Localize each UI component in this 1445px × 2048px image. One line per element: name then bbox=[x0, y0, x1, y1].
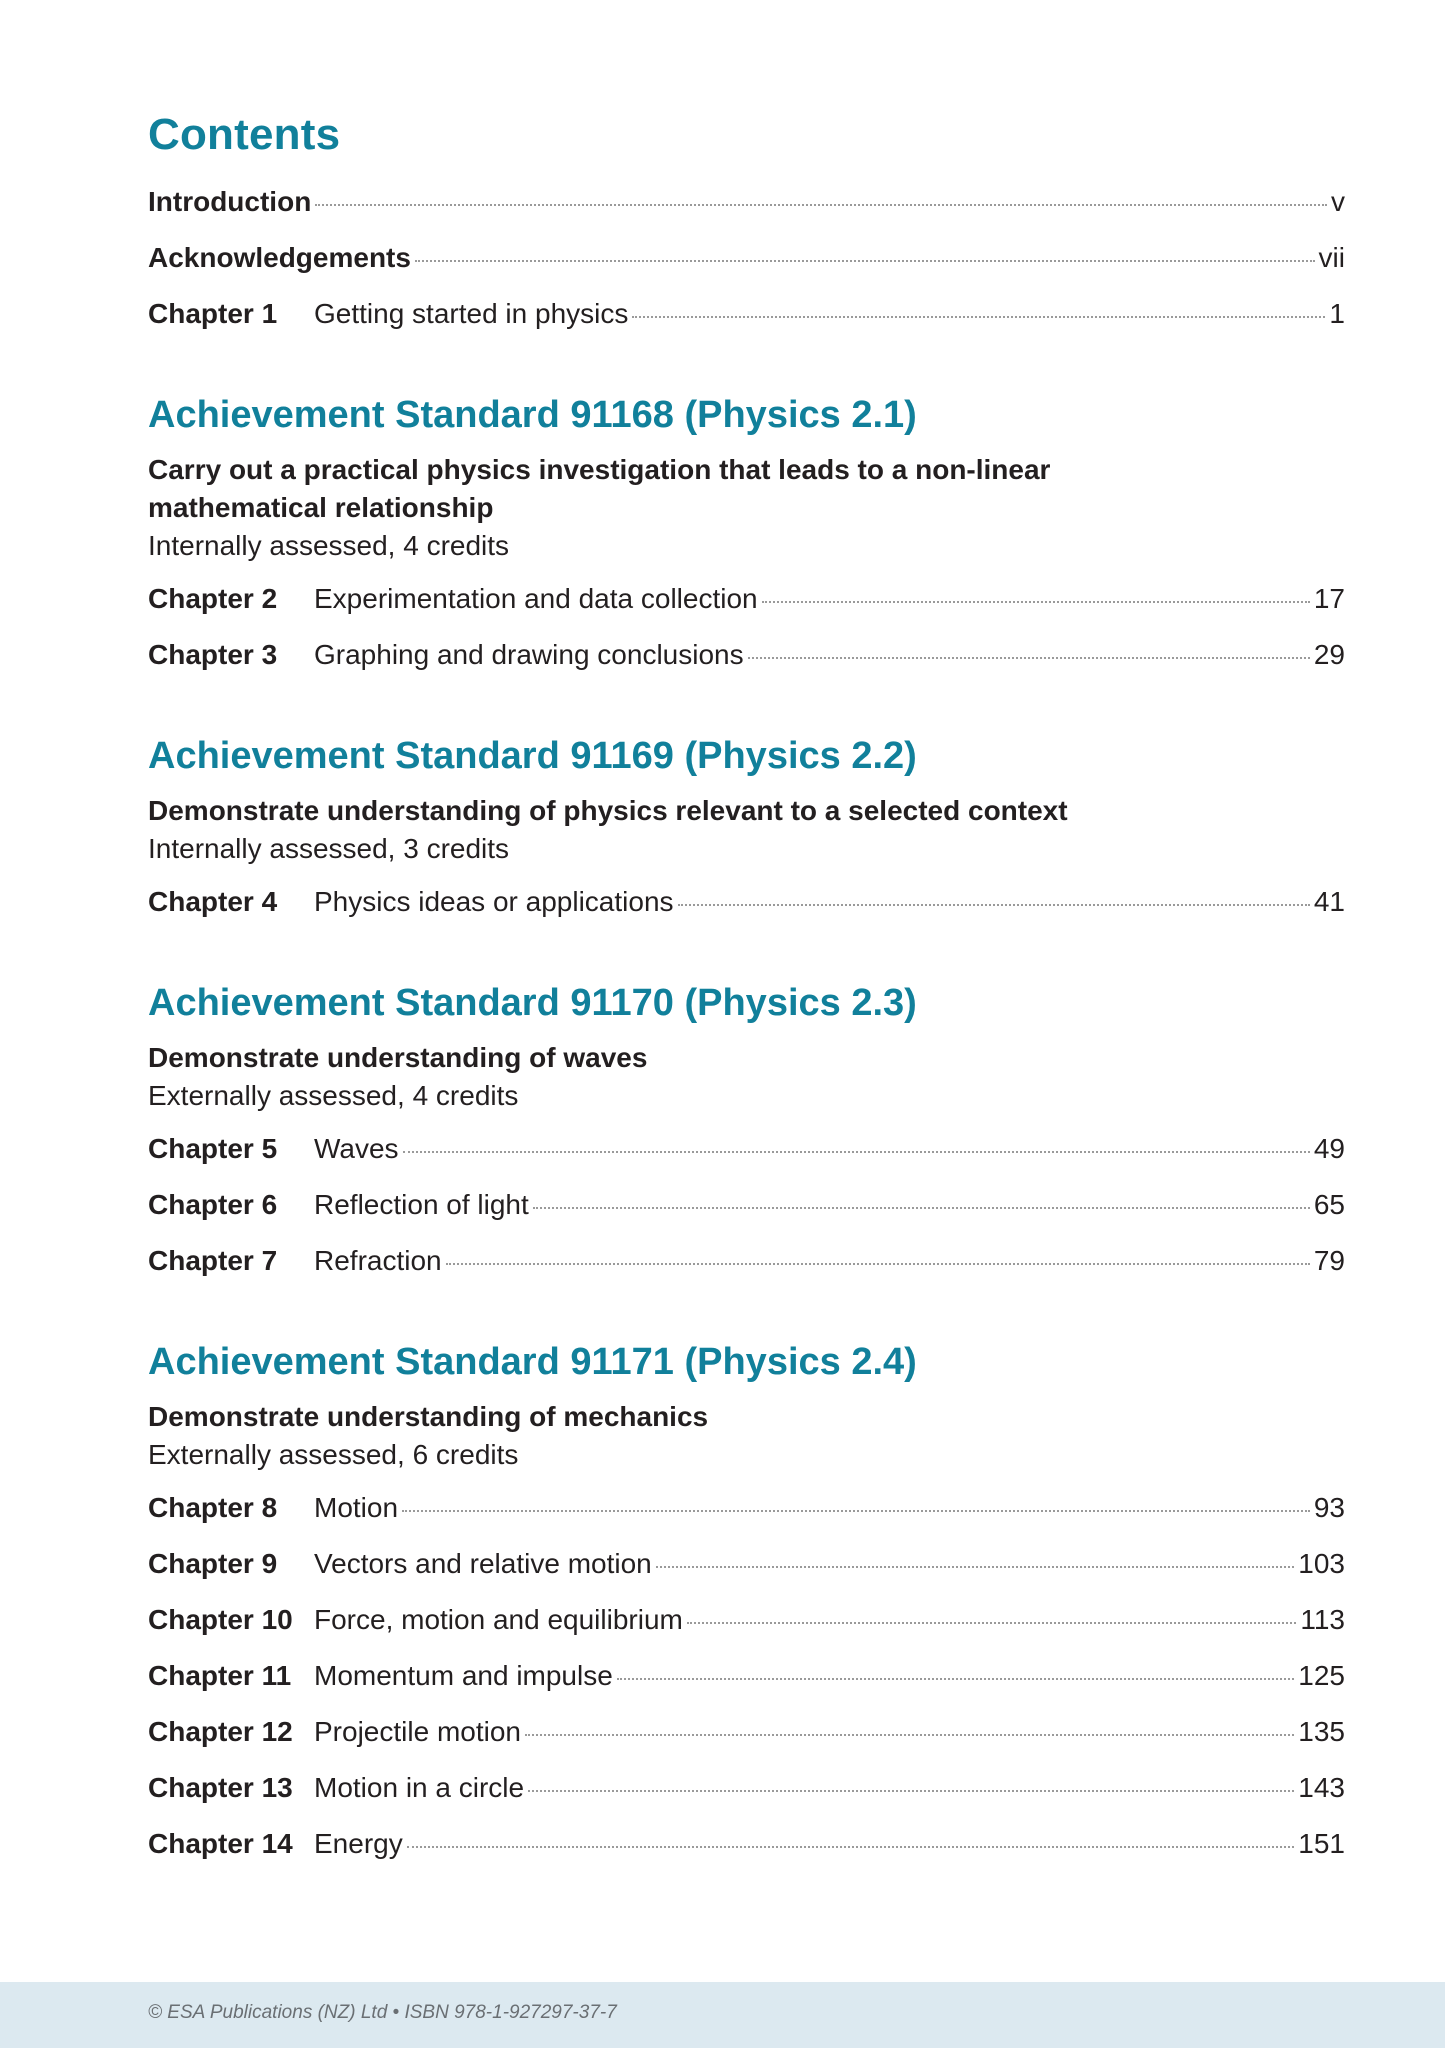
chapter-number: Chapter 3 bbox=[148, 639, 278, 670]
toc-row-chapter[interactable] bbox=[148, 1548, 1345, 1604]
page-number: 29 bbox=[1313, 639, 1345, 670]
page-number: v bbox=[1331, 186, 1345, 217]
standard-assessment: Internally assessed, 3 credits bbox=[148, 833, 510, 864]
standard-assessment: Externally assessed, 4 credits bbox=[148, 1080, 519, 1111]
footer-copyright: © ESA Publications (NZ) Ltd • ISBN 978-1-927297-37-7 bbox=[148, 2002, 617, 2023]
standard-heading: Achievement Standard 91168 (Physics 2.1) bbox=[148, 394, 917, 436]
toc-label: Acknowledgements bbox=[148, 242, 411, 273]
toc-row-chapter[interactable] bbox=[148, 1772, 1345, 1828]
dot-leader bbox=[407, 1846, 1295, 1848]
chapter-number: Chapter 8 bbox=[148, 1492, 278, 1523]
dot-leader bbox=[403, 1151, 1310, 1153]
chapter-number: Chapter 10 bbox=[148, 1604, 293, 1635]
chapter-title: Refraction bbox=[314, 1245, 442, 1276]
chapter-number: Chapter 4 bbox=[148, 886, 278, 917]
dot-leader bbox=[528, 1790, 1294, 1792]
chapter-title: Experimentation and data collection bbox=[314, 583, 758, 614]
chapter-title: Energy bbox=[314, 1828, 403, 1859]
page-number: 151 bbox=[1298, 1828, 1345, 1859]
chapter-title: Motion in a circle bbox=[314, 1772, 525, 1803]
dot-leader bbox=[687, 1622, 1297, 1624]
dot-leader bbox=[748, 657, 1310, 659]
dot-leader bbox=[415, 260, 1315, 262]
chapter-number: Chapter 2 bbox=[148, 583, 278, 614]
chapter-title: Force, motion and equilibrium bbox=[314, 1604, 683, 1635]
standard-heading: Achievement Standard 91170 (Physics 2.3) bbox=[148, 982, 917, 1024]
toc-row-chapter[interactable] bbox=[148, 1828, 1345, 1884]
standard-section bbox=[148, 394, 1345, 695]
page-number: 1 bbox=[1329, 298, 1345, 329]
chapter-number: Chapter 6 bbox=[148, 1189, 278, 1220]
chapter-title: Motion bbox=[314, 1492, 399, 1523]
page-number: vii bbox=[1318, 242, 1345, 273]
dot-leader bbox=[632, 316, 1325, 318]
toc-row-chapter[interactable] bbox=[148, 1245, 1345, 1301]
toc-row-acknowledgements[interactable] bbox=[148, 242, 1345, 298]
chapter-number: Chapter 9 bbox=[148, 1548, 278, 1579]
dot-leader bbox=[617, 1678, 1294, 1680]
chapter-title: Getting started in physics bbox=[314, 298, 629, 329]
page-number: 17 bbox=[1313, 583, 1345, 614]
standard-description: Demonstrate understanding of mechanics bbox=[148, 1401, 709, 1432]
page-number: 125 bbox=[1298, 1660, 1345, 1691]
page-number: 79 bbox=[1313, 1245, 1345, 1276]
standard-description: Demonstrate understanding of waves bbox=[148, 1042, 648, 1073]
chapter-number: Chapter 14 bbox=[148, 1828, 293, 1859]
standard-section bbox=[148, 735, 1345, 942]
dot-leader bbox=[402, 1510, 1310, 1512]
chapter-title: Waves bbox=[314, 1133, 399, 1164]
chapter-title: Vectors and relative motion bbox=[314, 1548, 652, 1579]
page-number: 113 bbox=[1300, 1604, 1345, 1635]
page-number: 93 bbox=[1313, 1492, 1345, 1523]
toc-row-introduction[interactable] bbox=[148, 186, 1345, 242]
chapter-title: Momentum and impulse bbox=[314, 1660, 613, 1691]
page-number: 135 bbox=[1298, 1716, 1345, 1747]
chapter-number: Chapter 13 bbox=[148, 1772, 293, 1803]
dot-leader bbox=[656, 1566, 1295, 1568]
standard-assessment: Externally assessed, 6 credits bbox=[148, 1439, 519, 1470]
footer-bar bbox=[0, 1982, 1445, 2048]
standard-heading: Achievement Standard 91171 (Physics 2.4) bbox=[148, 1341, 917, 1383]
chapter-title: Projectile motion bbox=[314, 1716, 521, 1747]
toc-row-chapter[interactable] bbox=[148, 1189, 1345, 1245]
standard-description: Demonstrate understanding of physics relevant to a selected context bbox=[148, 795, 1068, 826]
page-number: 65 bbox=[1313, 1189, 1345, 1220]
chapter-number: Chapter 1 bbox=[148, 298, 278, 329]
toc-row-chapter[interactable] bbox=[148, 583, 1345, 639]
standard-section bbox=[148, 982, 1345, 1301]
standard-description: Carry out a practical physics investigation that leads to a non-linear mathematical relationship bbox=[148, 454, 1051, 523]
chapter-number: Chapter 5 bbox=[148, 1133, 278, 1164]
chapter-title: Reflection of light bbox=[314, 1189, 529, 1220]
toc-row-chapter[interactable] bbox=[148, 1492, 1345, 1548]
dot-leader bbox=[533, 1207, 1310, 1209]
dot-leader bbox=[446, 1263, 1310, 1265]
toc-row-chapter-1[interactable] bbox=[148, 298, 1345, 354]
contents-page bbox=[148, 110, 1345, 1884]
chapter-number: Chapter 11 bbox=[148, 1660, 292, 1691]
page-number: 103 bbox=[1298, 1548, 1345, 1579]
dot-leader bbox=[315, 204, 1327, 206]
standard-section bbox=[148, 1341, 1345, 1884]
toc-label: Introduction bbox=[148, 186, 312, 217]
dot-leader bbox=[762, 601, 1310, 603]
chapter-number: Chapter 7 bbox=[148, 1245, 278, 1276]
chapter-number: Chapter 12 bbox=[148, 1716, 293, 1747]
toc-row-chapter[interactable] bbox=[148, 1660, 1345, 1716]
toc-row-chapter[interactable] bbox=[148, 886, 1345, 942]
dot-leader bbox=[678, 904, 1310, 906]
standards-sections bbox=[148, 394, 1345, 1884]
standard-heading: Achievement Standard 91169 (Physics 2.2) bbox=[148, 735, 917, 777]
toc-row-chapter[interactable] bbox=[148, 639, 1345, 695]
toc-row-chapter[interactable] bbox=[148, 1716, 1345, 1772]
standard-assessment: Internally assessed, 4 credits bbox=[148, 530, 510, 561]
page-title: Contents bbox=[148, 110, 341, 159]
dot-leader bbox=[525, 1734, 1294, 1736]
toc-row-chapter[interactable] bbox=[148, 1133, 1345, 1189]
chapter-title: Graphing and drawing conclusions bbox=[314, 639, 744, 670]
page-number: 49 bbox=[1313, 1133, 1345, 1164]
chapter-title: Physics ideas or applications bbox=[314, 886, 674, 917]
page-number: 143 bbox=[1298, 1772, 1345, 1803]
page-number: 41 bbox=[1313, 886, 1345, 917]
toc-row-chapter[interactable] bbox=[148, 1604, 1345, 1660]
